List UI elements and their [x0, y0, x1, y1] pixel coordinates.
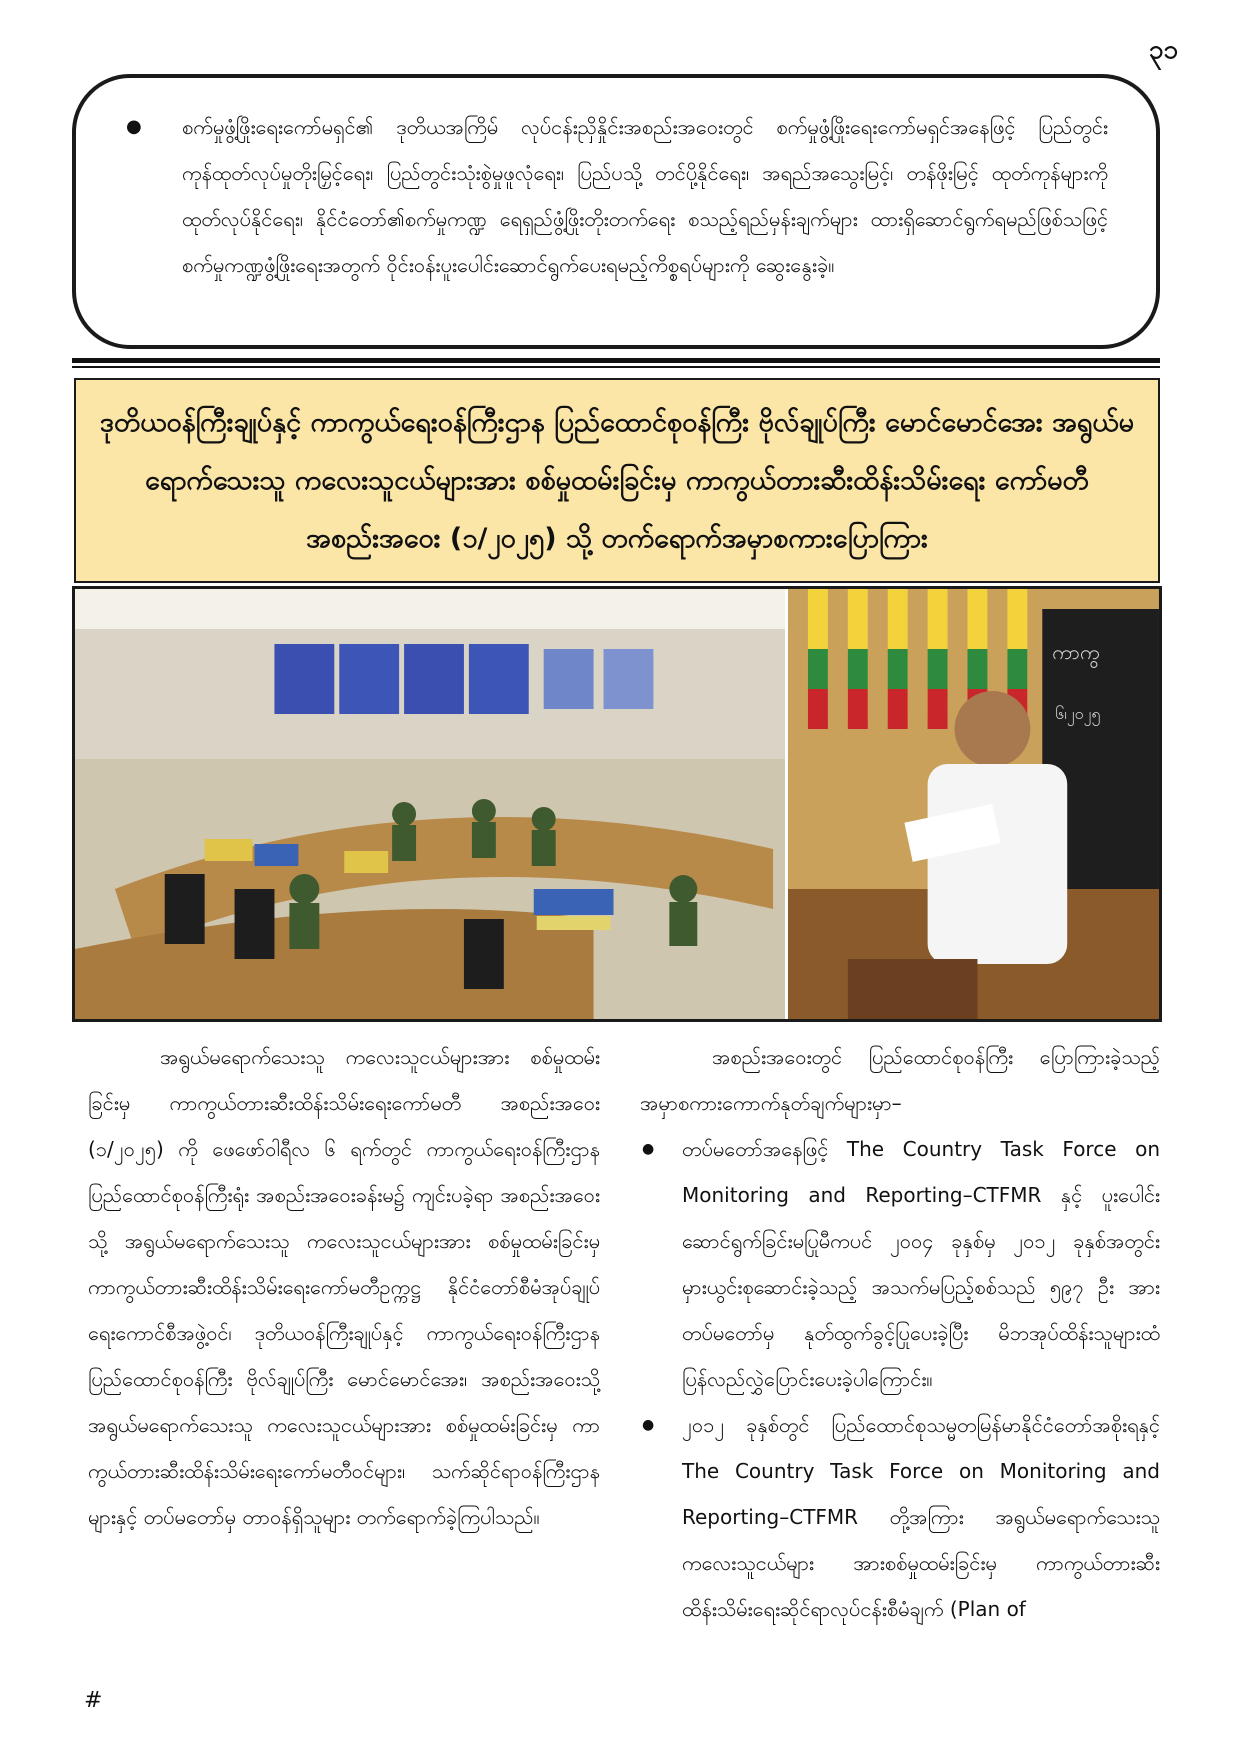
- summary-bullet: ● စက်မှုဖွံ့ဖြိုးရေးကော်မရှင်၏ ဒုတိယအကြိမ် လုပ်ငန်းညှိနှိုင်းအစည်းအဝေးတွင် စက်မှုဖွံ့ဖြိုးရေးကော်မရှင်အနေဖြင့် ပြည်တွင်းကုန်ထုတ်လုပ်မှုတိုးမြှင့်ရေး၊ ပြည်တွင်းသုံးစွဲမှုဖူလုံရေး၊ ပြည်ပသို့ တင်ပို့နိုင်ရေး၊ အရည်အသွေးမြင့်၊ တန်ဖိုးမြင့် ထုတ်ကုန်များကိုထုတ်လုပ်နိုင်ရေး၊ နိုင်ငံတော်၏စက်မှုကဏ္ဍ ရေရှည်ဖွံ့ဖြိုးတိုးတက်ရေး စသည့်ရည်မှန်းချက်များ ထားရှိဆောင်ရွက်ရမည်ဖြစ်သဖြင့် စက်မှုကဏ္ဍဖွံ့ဖြိုးရေးအတွက် ဝိုင်းဝန်းပူးပေါင်းဆောင်ရွက်ပေးရမည့်ကိစ္စရပ်များကို ဆွေးနွေးခဲ့။: [182, 104, 1108, 288]
- meeting-room-illustration: [75, 589, 785, 1019]
- speaker-illustration: [788, 589, 1159, 1019]
- headline-box: [74, 378, 1160, 583]
- summary-box: [72, 74, 1160, 349]
- right-bullet-item: ● တပ်မတော်အနေဖြင့် The Country Task Force on Monitoring and Reporting–CTFMR နှင့် ပူးပေါင်းဆောင်ရွက်ခြင်းမပြုမီကပင် ၂၀၀၄ ခုနှစ်မှ ၂၀၁၂ ခုနှစ်အတွင်း မှားယွင်းစုဆောင်းခဲ့သည့် အသက်မပြည့်စစ်သည် ၅၉၇ ဦး အား တပ်မတော်မှ နုတ်ထွက်ခွင့်ပြုပေးခဲ့ပြီး မိဘအုပ်ထိန်းသူများထံ ပြန်လည်လွှဲပြောင်းပေးခဲ့ပါကြောင်း။: [682, 1126, 1160, 1402]
- summary-list: [124, 104, 1108, 288]
- top-divider-thin: [72, 366, 1160, 368]
- sign-text-line1: ကာကွ: [1052, 639, 1100, 665]
- photo-strip: [72, 586, 1162, 1022]
- left-column: [88, 1034, 600, 1540]
- right-intro: အစည်းအဝေးတွင် ပြည်ထောင်စုဝန်ကြီး ပြောကြားခဲ့သည့် အမှာစကားကောက်နုတ်ချက်များမှာ–: [640, 1045, 1160, 1115]
- right-column: [640, 1034, 1160, 1632]
- page-number: ၃၁: [1148, 35, 1178, 65]
- sign-text-line2: ၆၊၂၀၂၅: [1055, 703, 1101, 724]
- footer-mark: #: [84, 1688, 103, 1713]
- headline-title: ဒုတိယဝန်ကြီးချုပ်နှင့် ကာကွယ်ရေးဝန်ကြီးဌာန ပြည်ထောင်စုဝန်ကြီး ဗိုလ်ချုပ်ကြီး မောင်မောင်အေး အရွယ်မရောက်သေးသူ ကလေးသူငယ်များအား စစ်မှုထမ်းခြင်းမှ ကာကွယ်တားဆီးထိန်းသိမ်းရေး ကော်မတီအစည်းအဝေး (၁/၂၀၂၅) သို့ တက်ရောက်အမှာစကားပြောကြား: [99, 406, 1135, 554]
- right-bullet-list: [640, 1126, 1160, 1632]
- top-divider-thick: [72, 358, 1160, 363]
- right-bullet-item: ● ၂၀၁၂ ခုနှစ်တွင် ပြည်ထောင်စုသမ္မတမြန်မာနိုင်ငံတော်အစိုးရနှင့် The Country Task Force on Monitoring and Reporting–CTFMR တို့အကြား အရွယ်မရောက်သေးသူ ကလေးသူငယ်များ အားစစ်မှုထမ်းခြင်းမှ ကာကွယ်တားဆီးထိန်းသိမ်းရေးဆိုင်ရာလုပ်ငန်းစီမံချက် (Plan of: [682, 1402, 1160, 1632]
- meeting-room-photo: [75, 589, 788, 1019]
- left-paragraph: အရွယ်မရောက်သေးသူ ကလေးသူငယ်များအား စစ်မှုထမ်းခြင်းမှ ကာကွယ်တားဆီးထိန်းသိမ်းရေးကော်မတီ အစည်းအဝေး (၁/၂၀၂၅) ကို ဖေဖော်ဝါရီလ ၆ ရက်တွင် ကာကွယ်ရေးဝန်ကြီးဌာန ပြည်ထောင်စုဝန်ကြီးရုံး အစည်းအဝေးခန်းမ၌ ကျင်းပခဲ့ရာ အစည်းအဝေးသို့ အရွယ်မရောက်သေးသူ ကလေးသူငယ်များအား စစ်မှုထမ်းခြင်းမှ ကာကွယ်တားဆီးထိန်းသိမ်းရေးကော်မတီဥက္ကဋ္ဌ နိုင်ငံတော်စီမံအုပ်ချုပ်ရေးကောင်စီအဖွဲ့ဝင်၊ ဒုတိယဝန်ကြီးချုပ်နှင့် ကာကွယ်ရေးဝန်ကြီးဌာန ပြည်ထောင်စုဝန်ကြီး ဗိုလ်ချုပ်ကြီး မောင်မောင်အေး၊ အစည်းအဝေးသို့ အရွယ်မရောက်သေးသူ ကလေးသူငယ်များအား စစ်မှုထမ်းခြင်းမှ ကာကွယ်တားဆီးထိန်းသိမ်းရေးကော်မတီဝင်များ၊ သက်ဆိုင်ရာဝန်ကြီးဌာနများနှင့် တပ်မတော်မှ တာဝန်ရှိသူများ တက်ရောက်ခဲ့ကြပါသည်။: [88, 1045, 600, 1529]
- speaker-photo: [788, 589, 1159, 1019]
